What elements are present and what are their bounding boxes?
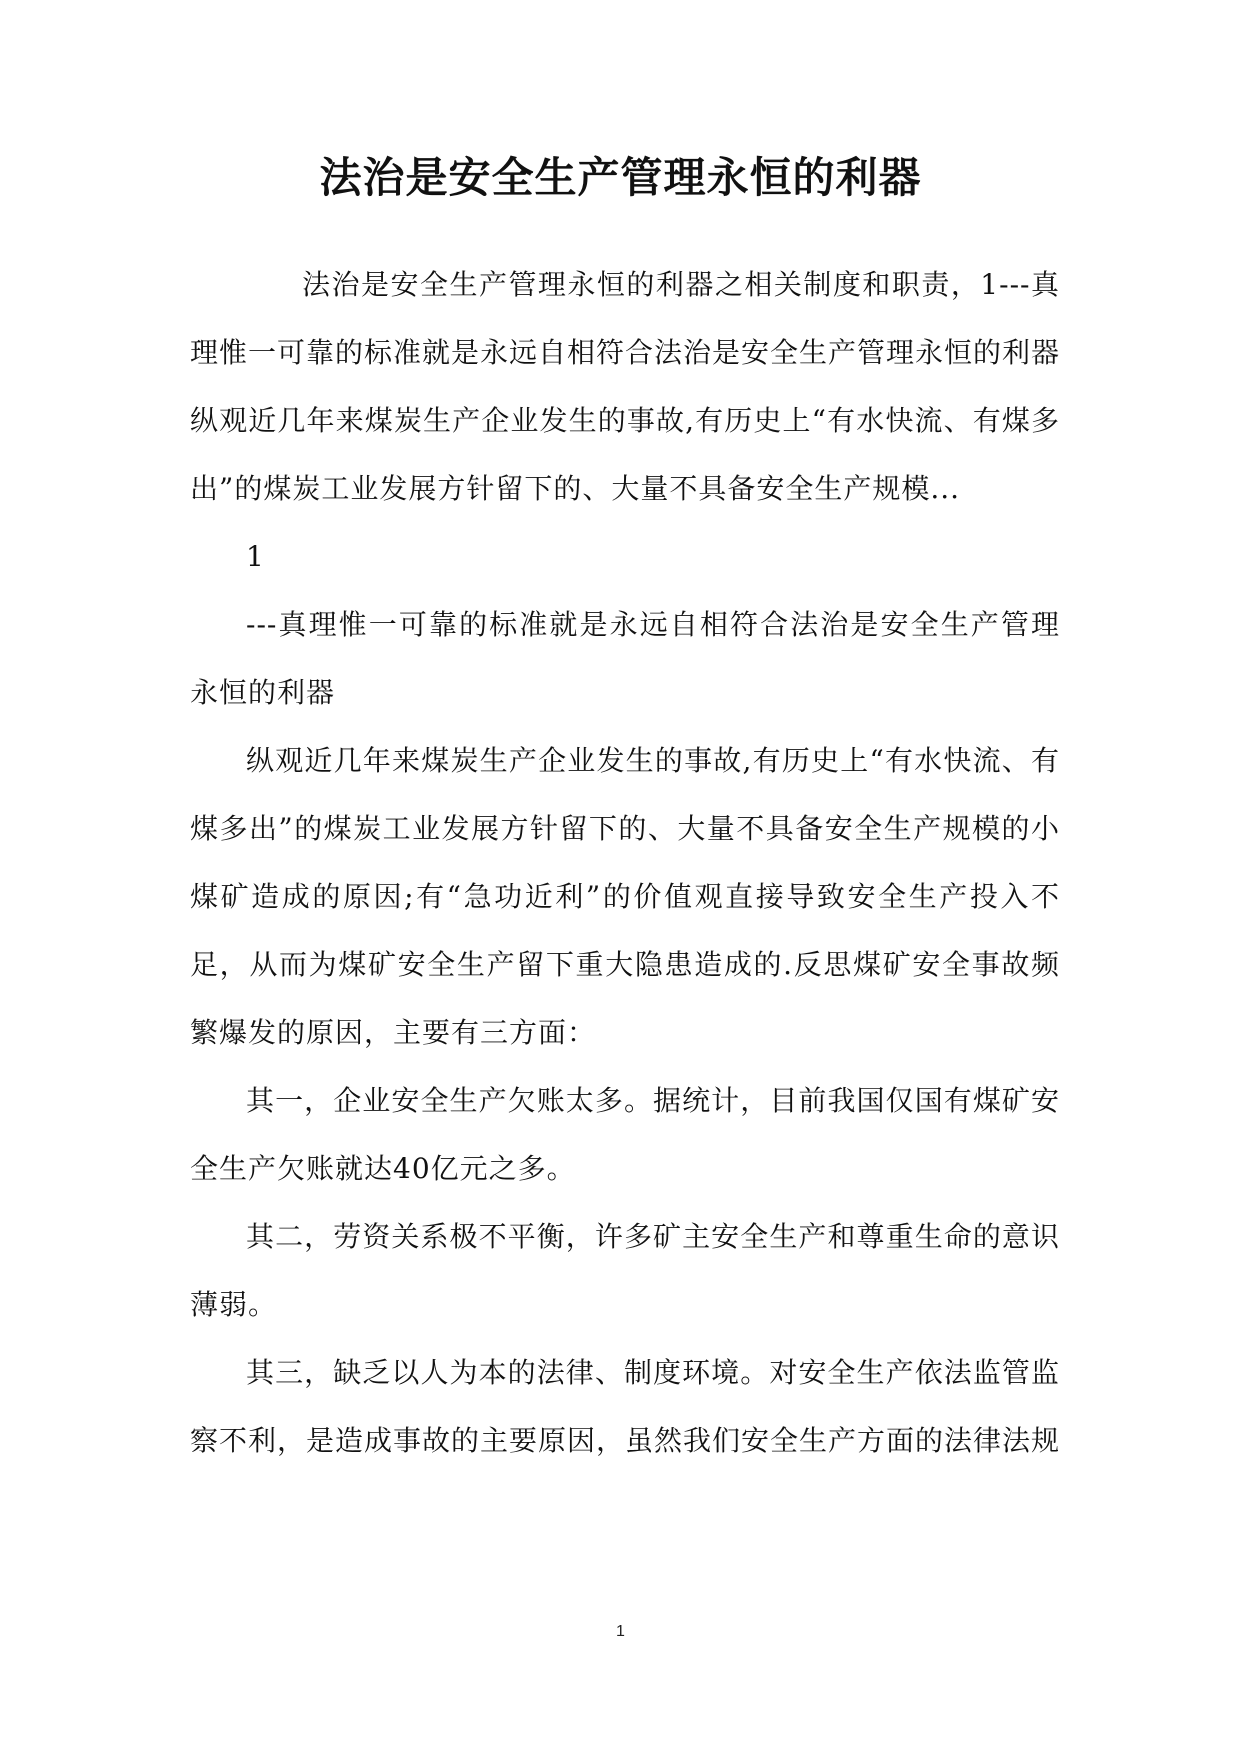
paragraph-number: 1 — [246, 540, 265, 573]
document-title: 法治是安全生产管理永恒的利器 — [319, 153, 922, 202]
paragraph-summary: 法治是安全生产管理永恒的利器之相关制度和职责，1---真理惟一可靠的标准就是永远自相符合法治是安全生产管理永恒的利器纵观近几年来煤炭生产企业发生的事故,有历史上“有水快流、有煤多出”的煤炭工业发展方针留下的、大量不具备安全生产规模... — [190, 268, 1061, 505]
document-body — [190, 251, 1060, 1475]
paragraph-point-one: 其一，企业安全生产欠账太多。据统计，目前我国仅国有煤矿安全生产欠账就达40亿元之多。 — [190, 1084, 1060, 1185]
paragraph-point-two: 其二，劳资关系极不平衡，许多矿主安全生产和尊重生命的意识薄弱。 — [190, 1220, 1060, 1321]
paragraph-overview: 纵观近几年来煤炭生产企业发生的事故,有历史上“有水快流、有煤多出”的煤炭工业发展方针留下的、大量不具备安全生产规模的小煤矿造成的原因;有“急功近利”的价值观直接导致安全生产投入不足，从而为煤矿安全生产留下重大隐患造成的.反思煤矿安全事故频繁爆发的原因，主要有三方面： — [190, 744, 1060, 1049]
paragraph-point-three: 其三，缺乏以人为本的法律、制度环境。对安全生产依法监管监察不利，是造成事故的主要原因，虽然我们安全生产方面的法律法规 — [190, 1356, 1061, 1457]
page-number: 1 — [616, 1623, 625, 1640]
paragraph-subtitle: ---真理惟一可靠的标准就是永远自相符合法治是安全生产管理永恒的利器 — [190, 608, 1060, 709]
